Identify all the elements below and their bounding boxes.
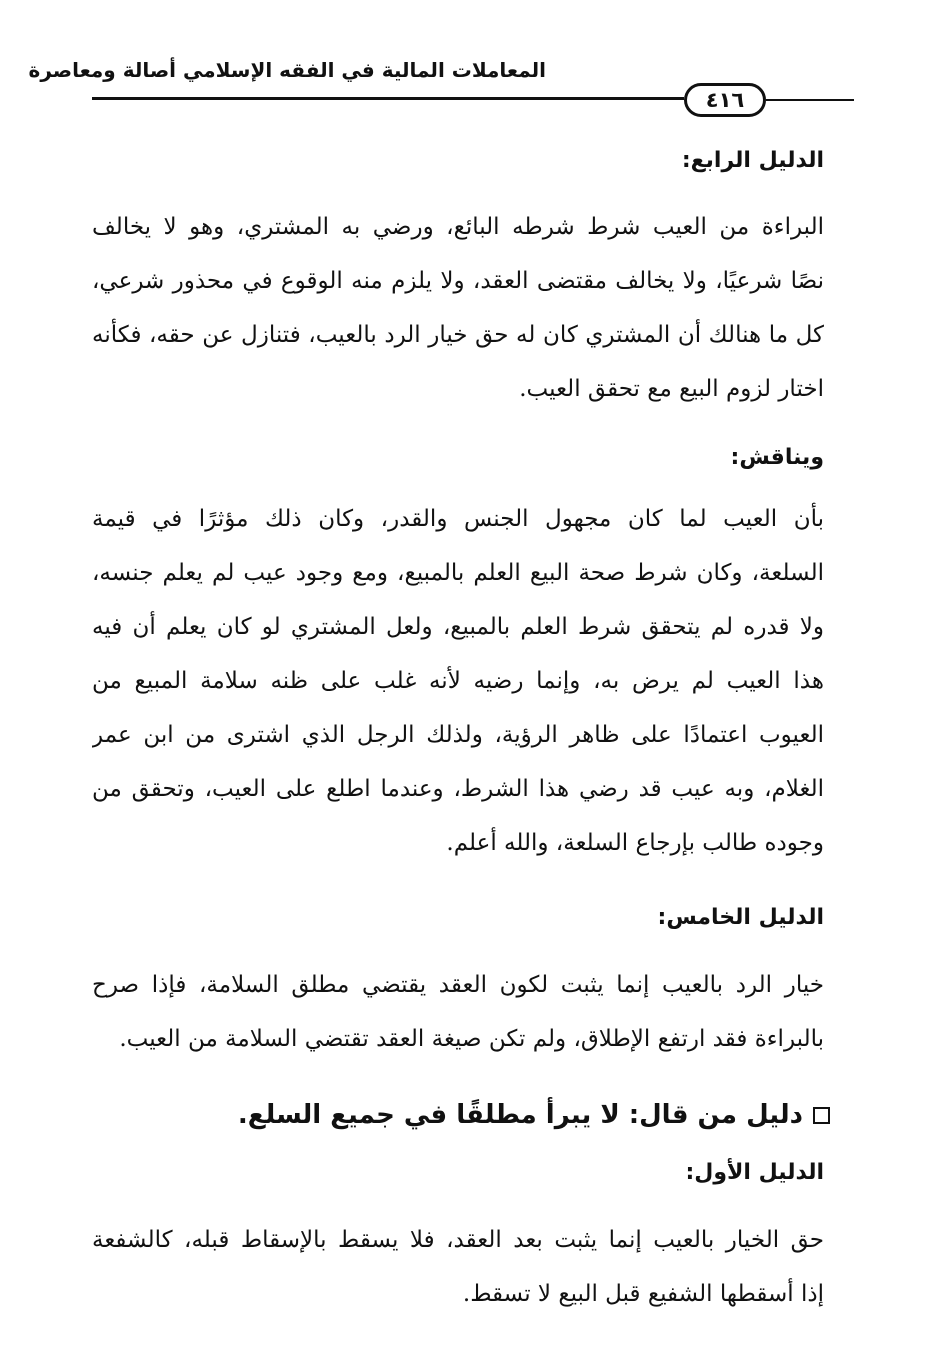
header-rule-short — [766, 99, 854, 101]
paragraph-fifth-evidence — [92, 958, 824, 1066]
text-line: كل ما هنالك أن المشتري كان له حق خيار الرد بالعيب، فتنازل عن حقه، فكأنه — [92, 322, 824, 348]
text-line: ولا قدره لم يتحقق شرط العلم بالمبيع، ولعل المشتري لو كان يعلم أن فيه — [92, 614, 824, 640]
text-line: السلعة، وكان شرط صحة البيع العلم بالمبيع، ومع وجود عيب لم يعلم جنسه، — [92, 560, 824, 586]
text-line: إذا أسقطها الشفيع قبل البيع لا تسقط. — [462, 1281, 824, 1307]
heading-fifth-evidence: الدليل الخامس: — [657, 905, 824, 930]
page-number-badge: ٤١٦ — [684, 83, 766, 117]
heading-fourth-evidence: الدليل الرابع: — [681, 148, 824, 173]
heading-discussion: ويناقش: — [730, 445, 824, 470]
paragraph-fourth-evidence — [92, 200, 824, 416]
text-line: نصًا شرعيًا، ولا يخالف مقتضى العقد، ولا يلزم منه الوقوع في محذور شرعي، — [92, 268, 824, 294]
text-line: وجوده طالب بإرجاع السلعة، والله أعلم. — [446, 830, 824, 856]
text-line: هذا العيب لم يرض به، وإنما رضيه لأنه غلب على ظنه سلامة المبيع من — [92, 668, 824, 694]
text-line: بأن العيب لما كان مجهول الجنس والقدر، وكان ذلك مؤثرًا في قيمة — [92, 506, 824, 532]
text-line: حق الخيار بالعيب إنما يثبت بعد العقد، فلا يسقط بالإسقاط قبله، كالشفعة — [92, 1227, 824, 1253]
paragraph-first-evidence — [92, 1213, 824, 1321]
square-bullet-icon — [813, 1107, 830, 1124]
text-line: خيار الرد بالعيب إنما يثبت لكون العقد يقتضي مطلق السلامة، فإذا صرح — [92, 972, 824, 998]
section-title — [238, 1100, 830, 1130]
text-line: البراءة من العيب شرط شرطه البائع، ورضي به المشتري، وهو لا يخالف — [92, 214, 824, 240]
section-title-text: دليل من قال: لا يبرأ مطلقًا في جميع السلع. — [237, 1100, 803, 1130]
paragraph-discussion — [92, 492, 824, 870]
text-line: الغلام، وبه عيب قد رضي هذا الشرط، وعندما اطلع على العيب، وتحقق من — [92, 776, 824, 802]
text-line: بالبراءة فقد ارتفع الإطلاق، ولم تكن صيغة العقد تقتضي السلامة من العيب. — [119, 1026, 824, 1052]
header-rule — [92, 97, 684, 100]
text-line: اختار لزوم البيع مع تحقق العيب. — [519, 376, 824, 402]
running-header-title: المعاملات المالية في الفقه الإسلامي أصالة ومعاصرة — [28, 58, 546, 82]
text-line: العيوب اعتمادًا على ظاهر الرؤية، ولذلك الرجل الذي اشترى من ابن عمر — [92, 722, 824, 748]
heading-first-evidence: الدليل الأول: — [685, 1160, 824, 1185]
